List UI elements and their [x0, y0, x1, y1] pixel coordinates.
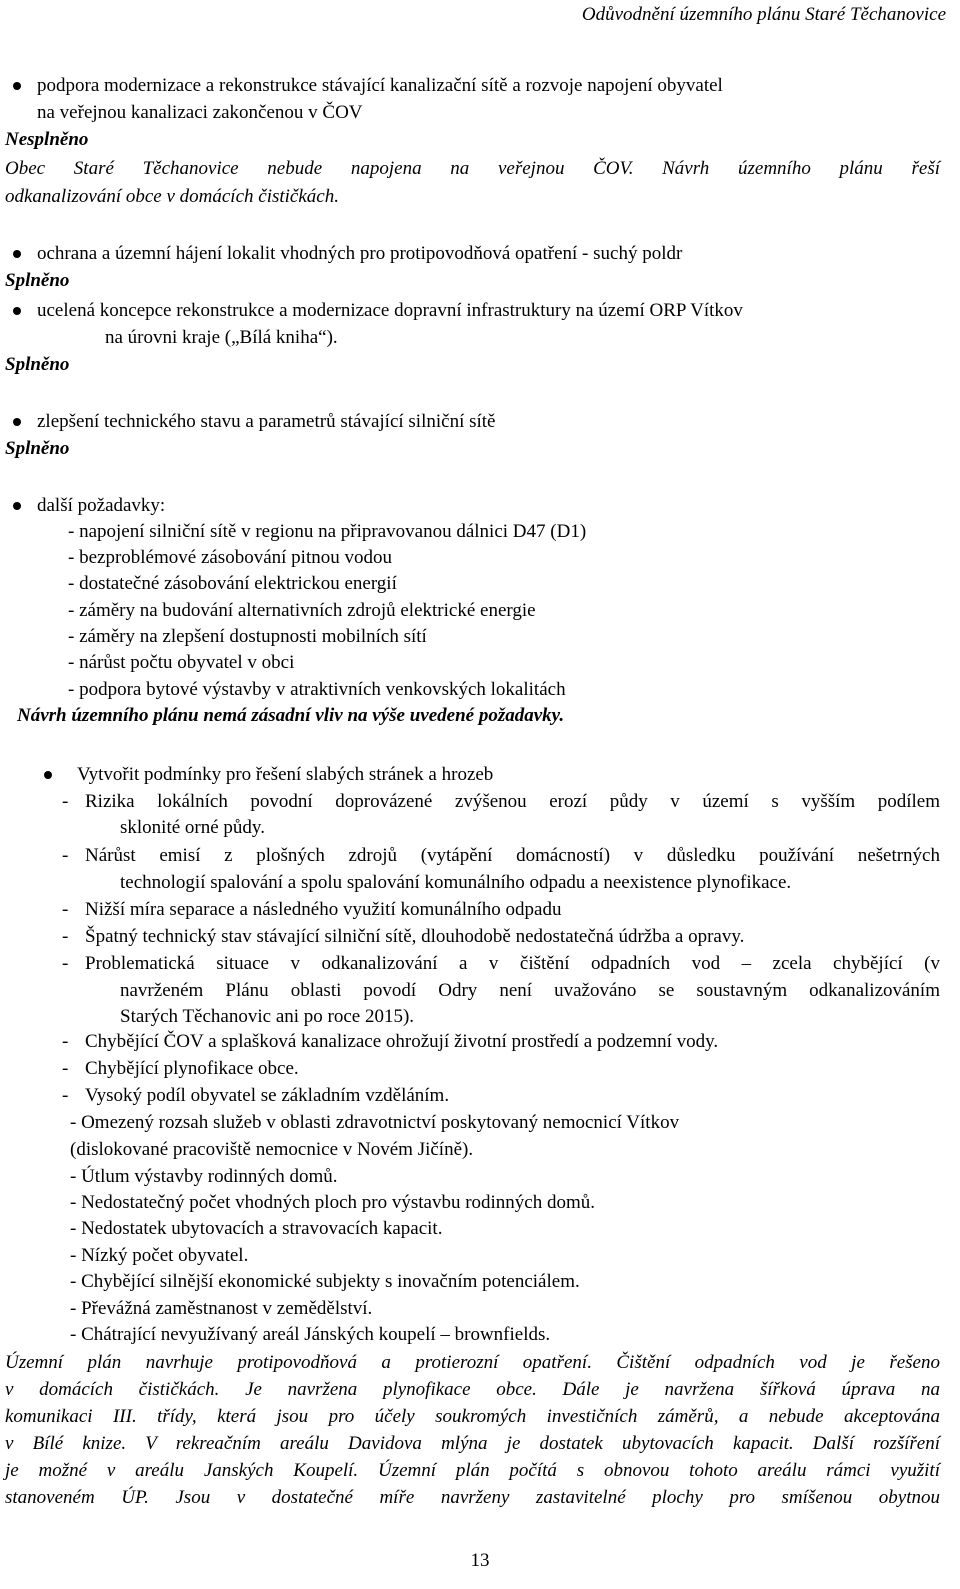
bullet-text: zlepšení technického stavu a parametrů stávající silniční sítě — [37, 411, 496, 432]
list-item: Nárůst emisí z plošných zdrojů (vytápění domácností) v důsledku používání nešetrných — [85, 845, 940, 866]
page-header-title: Odůvodnění územního plánu Staré Těchanovice — [581, 4, 946, 25]
bullet-text: na úrovni kraje („Bílá kniha“). — [105, 327, 338, 348]
status-label: Nesplněno — [5, 129, 89, 150]
list-item: Rizika lokálních povodní doprovázené zvýšenou erozí půdy v území s vyšším podílem — [85, 791, 940, 812]
list-item: (dislokované pracoviště nemocnice v Novém Jičíně). — [70, 1139, 474, 1160]
dash-icon: - — [62, 899, 69, 920]
list-item: - záměry na zlepšení dostupnosti mobilních sítí — [68, 626, 427, 647]
dash-icon: - — [62, 845, 69, 866]
bullet-text: na veřejnou kanalizaci zakončenou v ČOV — [37, 102, 363, 123]
dash-icon: - — [62, 1058, 69, 1079]
conclusion-text: Návrh územního plánu nemá zásadní vliv na výše uvedené požadavky. — [17, 705, 565, 726]
bullet-icon — [13, 418, 21, 426]
list-item: - napojení silniční sítě v regionu na připravovanou dálnici D47 (D1) — [68, 521, 587, 542]
list-item: - Chybějící silnější ekonomické subjekty s inovačním potenciálem. — [70, 1271, 580, 1292]
list-item: Problematická situace v odkanalizování a v čištění odpadních vod – zcela chybějící (v — [85, 953, 940, 974]
bullet-text: ucelená koncepce rekonstrukce a modernizace dopravní infrastruktury na území ORP Vítkov — [37, 300, 743, 321]
list-item: navrženém Plánu oblasti povodí Odry není uvažováno se soustavným odkanalizováním — [120, 980, 940, 1001]
list-item: Chybějící ČOV a splašková kanalizace ohrožují životní prostředí a podzemní vody. — [85, 1031, 719, 1052]
bullet-icon — [13, 250, 21, 258]
list-item: - záměry na budování alternativních zdrojů elektrické energie — [68, 600, 536, 621]
dash-icon: - — [62, 953, 69, 974]
status-label: Splněno — [5, 354, 70, 375]
list-item: Chybějící plynofikace obce. — [85, 1058, 299, 1079]
status-label: Splněno — [5, 270, 70, 291]
closing-paragraph-line: komunikaci III. třídy, která jsou pro účely soukromých investičních záměrů, a nebude akceptována — [5, 1406, 940, 1427]
list-item: - Nedostatečný počet vhodných ploch pro výstavbu rodinných domů. — [70, 1192, 596, 1213]
list-item: Špatný technický stav stávající silniční sítě, dlouhodobě nedostatečná údržba a opravy. — [85, 926, 745, 947]
bullet-icon — [13, 82, 21, 90]
closing-paragraph-line: je možné v areálu Janských Koupelí. Územní plán počítá s obnovou tohoto areálu rámci využití — [5, 1460, 940, 1481]
list-item: - dostatečné zásobování elektrickou energií — [68, 573, 397, 594]
status-label: Splněno — [5, 438, 70, 459]
note-text: Obec Staré Těchanovice nebude napojena na veřejnou ČOV. Návrh územního plánu řeší — [5, 158, 940, 179]
bullet-icon — [13, 307, 21, 315]
list-item: - Chátrající nevyužívaný areál Jánských koupelí – brownfields. — [70, 1324, 551, 1345]
list-item: Vysoký podíl obyvatel se základním vzděláním. — [85, 1085, 450, 1106]
list-item: - podpora bytové výstavby v atraktivních venkovských lokalitách — [68, 679, 566, 700]
bullet-text: další požadavky: — [37, 495, 166, 516]
dash-icon: - — [62, 791, 69, 812]
list-item: - nárůst počtu obyvatel v obci — [68, 652, 295, 673]
list-item: technologií spalování a spolu spalování komunálního odpadu a neexistence plynofikace. — [120, 872, 792, 893]
closing-paragraph-line: v domácích čističkách. Je navržena plynofikace obce. Dále je navržena šířková úprava na — [5, 1379, 940, 1400]
bullet-text: ochrana a územní hájení lokalit vhodných pro protipovodňová opatření - suchý poldr — [37, 243, 683, 264]
bullet-icon — [13, 502, 21, 510]
bullet-text: podpora modernizace a rekonstrukce stávající kanalizační sítě a rozvoje napojení obyvatel — [37, 75, 723, 96]
list-item: - Převážná zaměstnanost v zemědělství. — [70, 1298, 373, 1319]
dash-icon: - — [62, 926, 69, 947]
list-item: - Nedostatek ubytovacích a stravovacích kapacit. — [70, 1218, 443, 1239]
list-item: Nižší míra separace a následného využití komunálního odpadu — [85, 899, 562, 920]
bullet-text: Vytvořit podmínky pro řešení slabých stránek a hrozeb — [77, 764, 494, 785]
dash-icon: - — [62, 1031, 69, 1052]
list-item: Starých Těchanovic ani po roce 2015). — [120, 1006, 415, 1027]
list-item: - Útlum výstavby rodinných domů. — [70, 1166, 338, 1187]
closing-paragraph-line: Územní plán navrhuje protipovodňová a protierozní opatření. Čištění odpadních vod je řešeno — [5, 1352, 940, 1373]
closing-paragraph-line: v Bílé knize. V rekreačním areálu Davidova mlýna je dostatek ubytovacích kapacit. Další rozšíření — [5, 1433, 940, 1454]
bullet-icon — [44, 771, 52, 779]
note-text: odkanalizování obce v domácích čističkách. — [5, 186, 339, 207]
list-item: - Omezený rozsah služeb v oblasti zdravotnictví poskytovaný nemocnicí Vítkov — [70, 1112, 680, 1133]
list-item: sklonité orné půdy. — [120, 817, 265, 838]
list-item: - bezproblémové zásobování pitnou vodou — [68, 547, 392, 568]
closing-paragraph-line: stanoveném ÚP. Jsou v dostatečné míře navrženy zastavitelné plochy pro smíšenou obytnou — [5, 1487, 940, 1508]
list-item: - Nízký počet obyvatel. — [70, 1245, 249, 1266]
page-number: 13 — [470, 1550, 490, 1571]
dash-icon: - — [62, 1085, 69, 1106]
